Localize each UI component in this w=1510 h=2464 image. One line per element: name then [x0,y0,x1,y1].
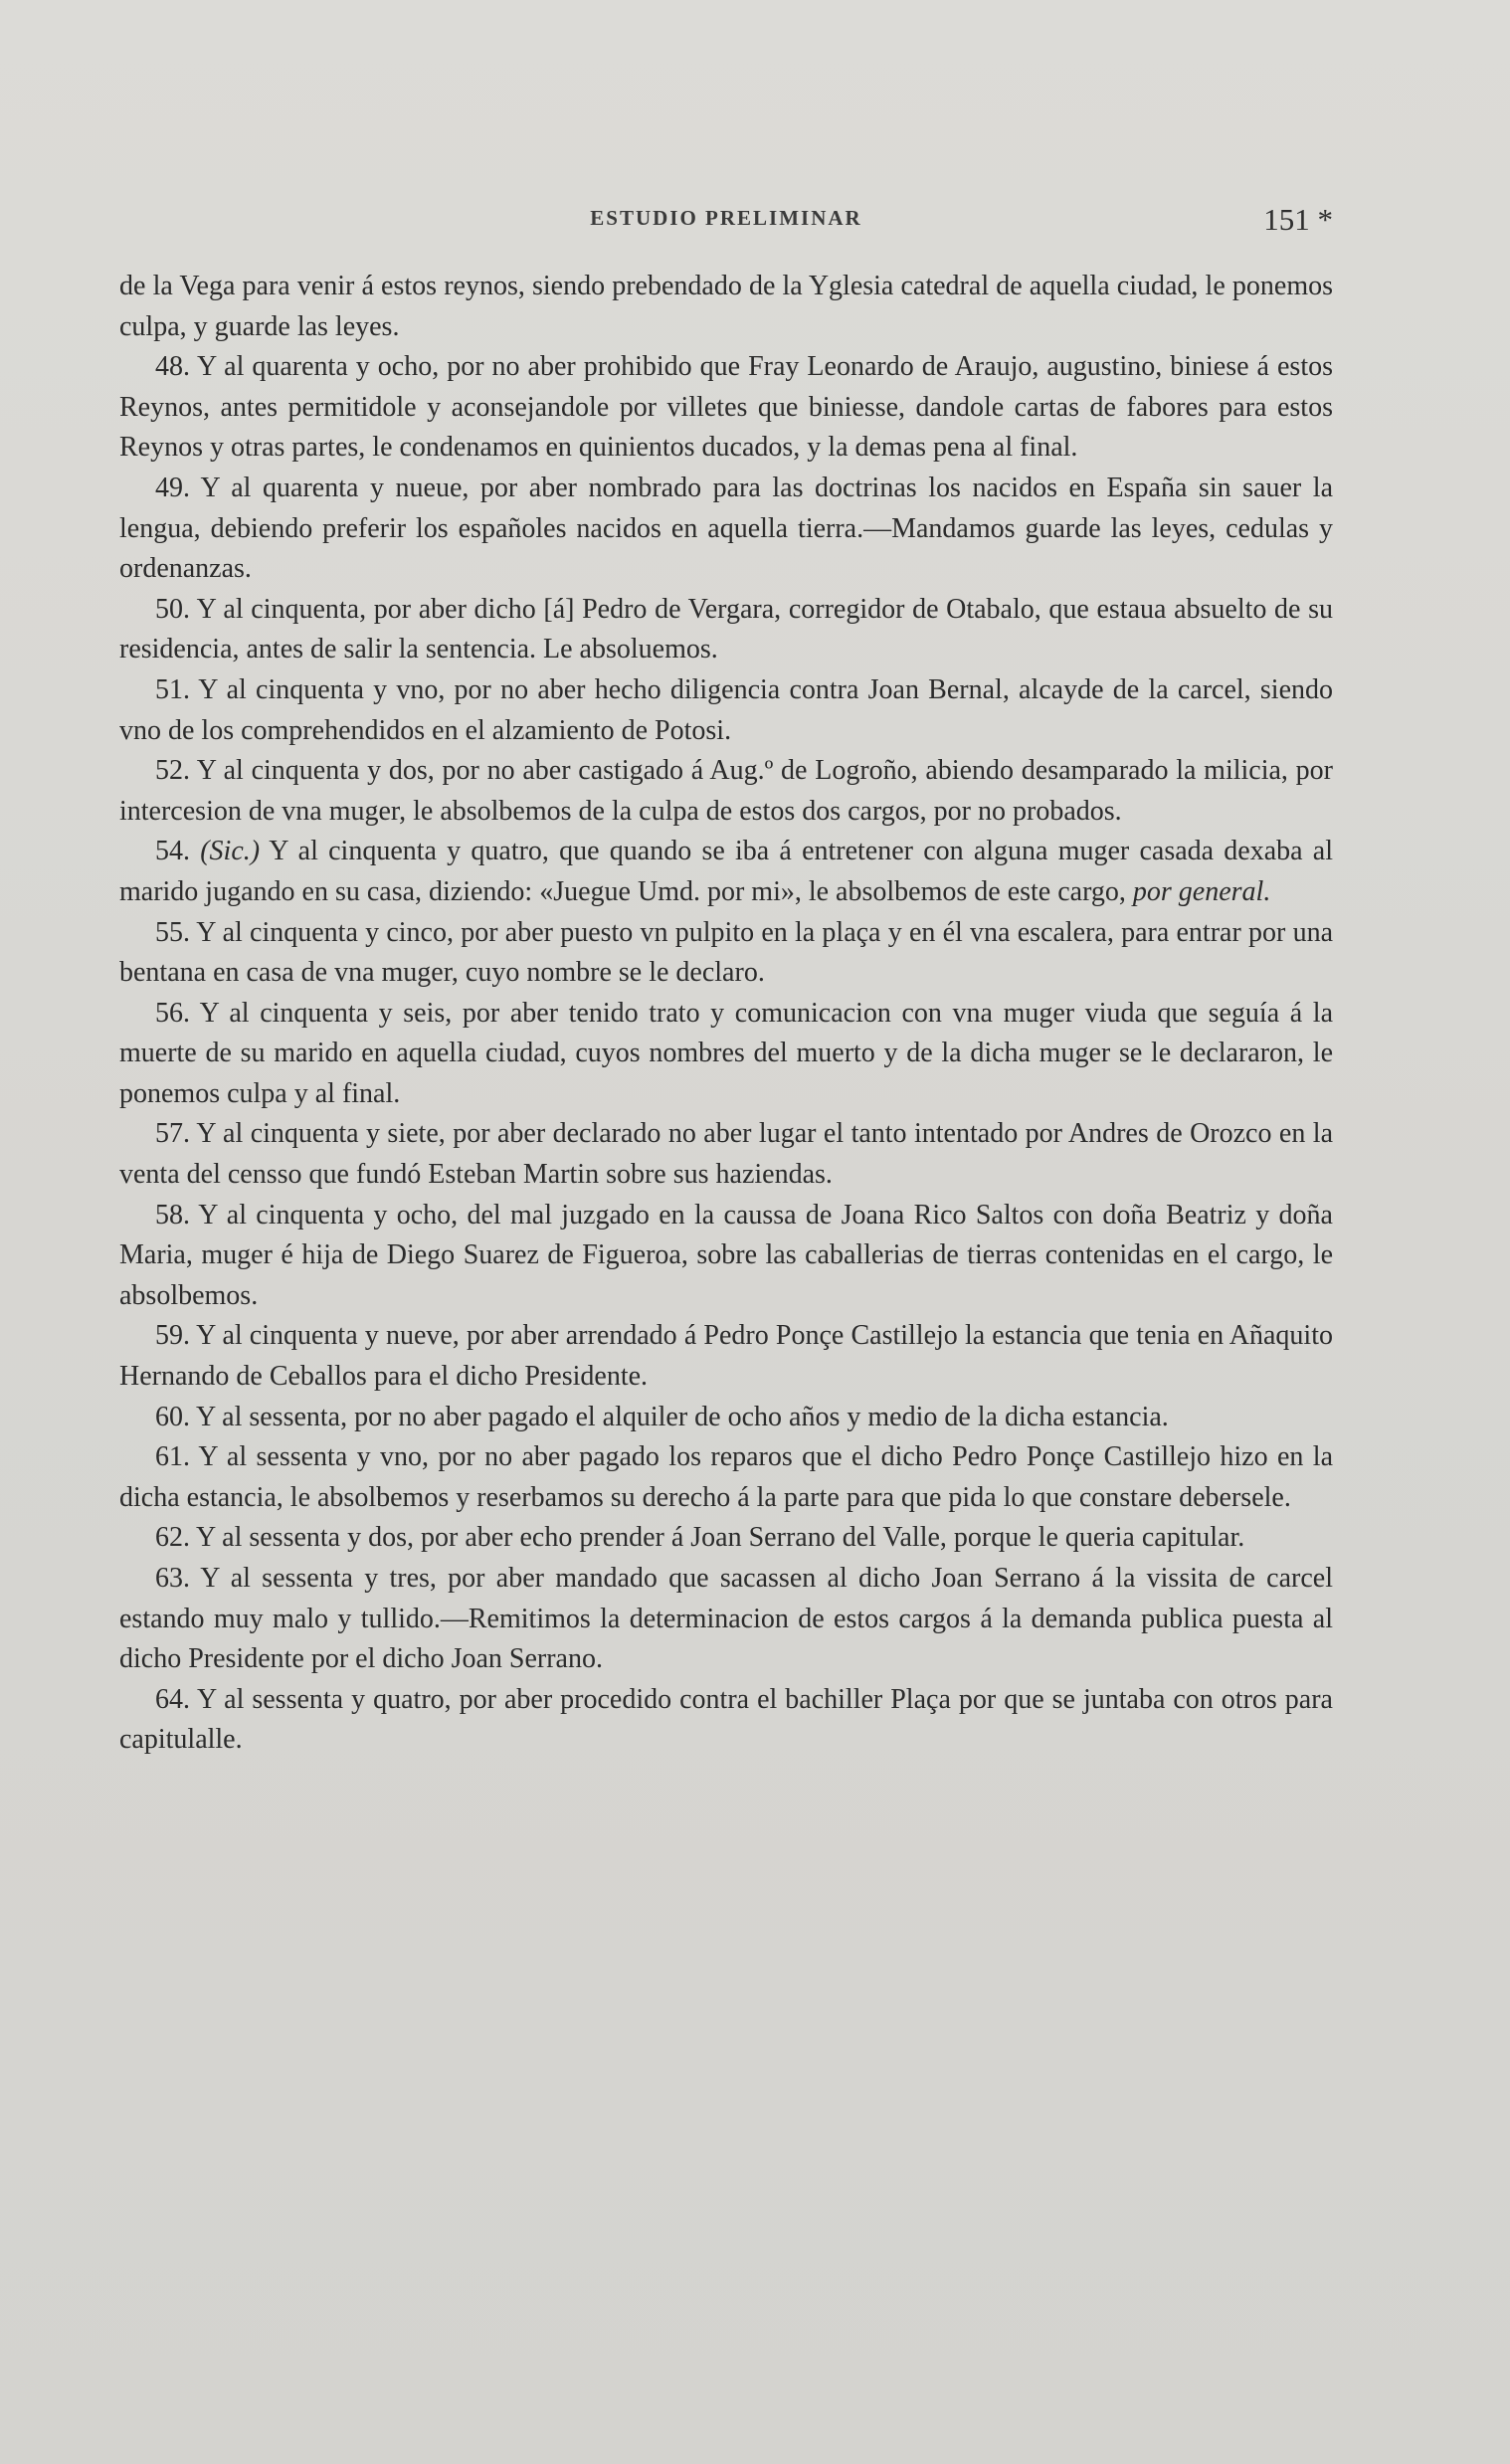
sic-annotation: (Sic.) [200,836,261,867]
paragraph-62: 62. Y al sessenta y dos, por aber echo prender á Joan Serrano del Valle, porque le queria capitular. [155,1522,1245,1554]
paragraph-continuation: de la Vega para venir á estos reynos, siendo prebendado de la Yglesia catedral de aquella ciudad, le ponemos culpa, y guarde las leyes. [119,271,1333,342]
paragraph-59: 59. Y al cinquenta y nueve, por aber arrendado á Pedro Ponçe Castillejo la estancia que tenia en Añaquito Hernando de Ceballos para el dicho Presidente. [119,1320,1333,1393]
paragraph-48: 48. Y al quarenta y ocho, por no aber prohibido que Fray Leonardo de Araujo, augustino, biniese á estos Reynos, antes permitidole y aconsejandole por villetes que biniesse, dandole cartas de fabores para estos Reynos y otras partes, le condenamos en quinientos ducados, y la demas pena al final. [119,351,1333,464]
paragraph-61: 61. Y al sessenta y vno, por no aber pagado los reparos que el dicho Pedro Ponçe Castillejo hizo en la dicha estancia, le absolbemos y reserbamos su derecho á la parte para que pida lo que constare debersele. [119,1441,1333,1513]
paragraph-60: 60. Y al sessenta, por no aber pagado el alquiler de ocho años y medio de la dicha estancia. [155,1401,1169,1432]
paragraph-51: 51. Y al cinquenta y vno, por no aber hecho diligencia contra Joan Bernal, alcayde de la carcel, siendo vno de los comprehendidos en el alzamiento de Potosi. [119,673,1333,746]
paragraph-58: 58. Y al cinquenta y ocho, del mal juzgado en la caussa de Joana Rico Saltos con doña Beatriz y doña Maria, muger é hija de Diego Suarez de Figueroa, sobre las caballerias de tierras contenidas en el cargo, le absolbemos. [119,1199,1333,1311]
por-general-annotation: por general. [1132,875,1271,907]
paragraph-57: 57. Y al cinquenta y siete, por aber declarado no aber lugar el tanto intentado por Andres de Orozco en la venta del censso que fundó Esteban Martin sobre sus haziendas. [119,1118,1333,1191]
paragraph-55: 55. Y al cinquenta y cinco, por aber puesto vn pulpito en la plaça y en él vna escalera, para entrar por una bentana en casa de vna muger, cuyo nombre se le declaro. [119,916,1333,989]
running-head: ESTUDIO PRELIMINAR [590,206,862,230]
page-header [119,202,1333,242]
paragraph-52: 52. Y al cinquenta y dos, por no aber castigado á Aug.º de Logroño, abiendo desamparado la milicia, por intercesion de vna muger, le absolbemos de la culpa de estos dos cargos, por no probados. [119,755,1333,827]
paragraph-54 [119,832,1333,912]
paragraph-54-number: 54. [155,836,201,867]
paragraph-54-body: Y al cinquenta y quatro, que quando se iba á entretener con alguna muger casada dexaba al marido jugando en su casa, diziendo: «Juegue Umd. por mi», le absolbemos de este cargo, [119,836,1334,907]
paragraph-56: 56. Y al cinquenta y seis, por aber tenido trato y comunicacion con vna muger viuda que seguía á la muerte de su marido en aquella ciudad, cuyos nombres del muerto y de la dicha muger se le declararon, le ponemos culpa y al final. [119,997,1333,1109]
paragraph-49: 49. Y al quarenta y nueue, por aber nombrado para las doctrinas los nacidos en España sin sauer la lengua, debiendo preferir los españoles nacidos en aquella tierra.—Mandamos guarde las leyes, cedulas y ordenanzas. [119,472,1333,585]
paragraph-50: 50. Y al cinquenta, por aber dicho [á] Pedro de Vergara, corregidor de Otabalo, que estaua absuelto de su residencia, antes de salir la sentencia. Le absoluemos. [119,593,1333,665]
paragraph-64: 64. Y al sessenta y quatro, por aber procedido contra el bachiller Plaça por que se juntaba con otros para capitulalle. [119,1683,1333,1756]
page-number: 151 * [1263,202,1333,237]
body-text [119,267,1333,1761]
paragraph-63: 63. Y al sessenta y tres, por aber mandado que sacassen al dicho Joan Serrano á la vissita de carcel estando muy malo y tullido.—Remitimos la determinacion de estos cargos á la demanda publica puesta al dicho Presidente por el dicho Joan Serrano. [119,1563,1333,1675]
